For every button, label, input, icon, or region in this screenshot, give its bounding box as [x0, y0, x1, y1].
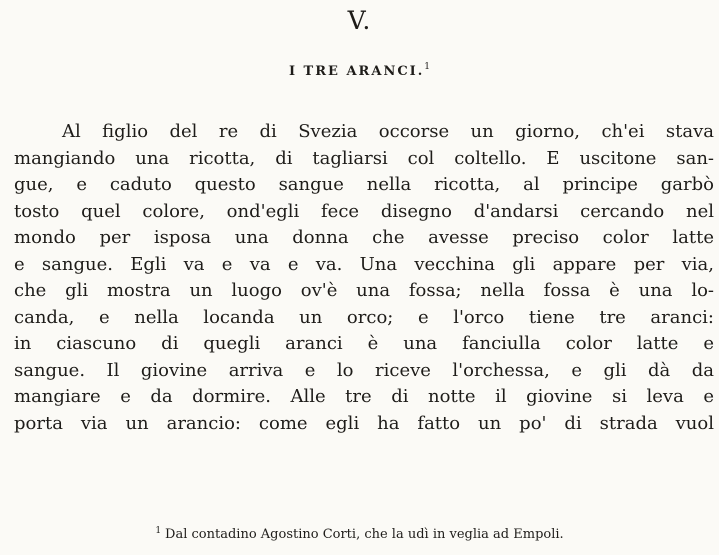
text-line-3: gue, e caduto questo sangue nella ricotta, al principe garbò	[14, 174, 714, 195]
text-line-12: porta via un arancio: come egli ha fatto un po' di strada vuol	[14, 412, 714, 434]
text-line-9: in ciascuno di quegli aranci è una fanciulla color latte e	[14, 333, 714, 354]
text-line-5: mondo per isposa una donna che avesse preciso color latte	[14, 227, 714, 248]
text-line-7: che gli mostra un luogo ov'è una fossa; nella fossa è una lo-	[14, 280, 714, 301]
text-line-11: mangiare e da dormire. Alle tre di notte il giovine si leva e	[14, 386, 714, 407]
story-text	[14, 119, 714, 437]
text-line-10: sangue. Il giovine arriva e lo riceve l'orchessa, e gli dà da	[14, 359, 714, 381]
footnote-reference: 1	[424, 62, 431, 72]
text-line-8: canda, e nella locanda un orco; e l'orco tiene tre aranci:	[14, 306, 714, 328]
footnote	[0, 526, 719, 542]
footnote-mark: 1	[155, 526, 162, 536]
section-title	[0, 62, 719, 79]
chapter-number: V.	[347, 6, 372, 35]
text-line-2: mangiando una ricotta, di tagliarsi col coltello. E uscitone san-	[14, 147, 714, 169]
section-title-text: I TRE ARANCI.	[288, 64, 425, 79]
footnote-text: Dal contadino Agostino Corti, che la udì in veglia ad Empoli.	[165, 527, 564, 542]
text-line-1: Al figlio del re di Svezia occorse un giorno, ch'ei stava	[62, 121, 714, 142]
text-line-6: e sangue. Egli va e va e va. Una vecchina gli appare per via,	[14, 253, 714, 275]
text-line-4: tosto quel colore, ond'egli fece disegno d'andarsi cercando nel	[14, 200, 714, 222]
